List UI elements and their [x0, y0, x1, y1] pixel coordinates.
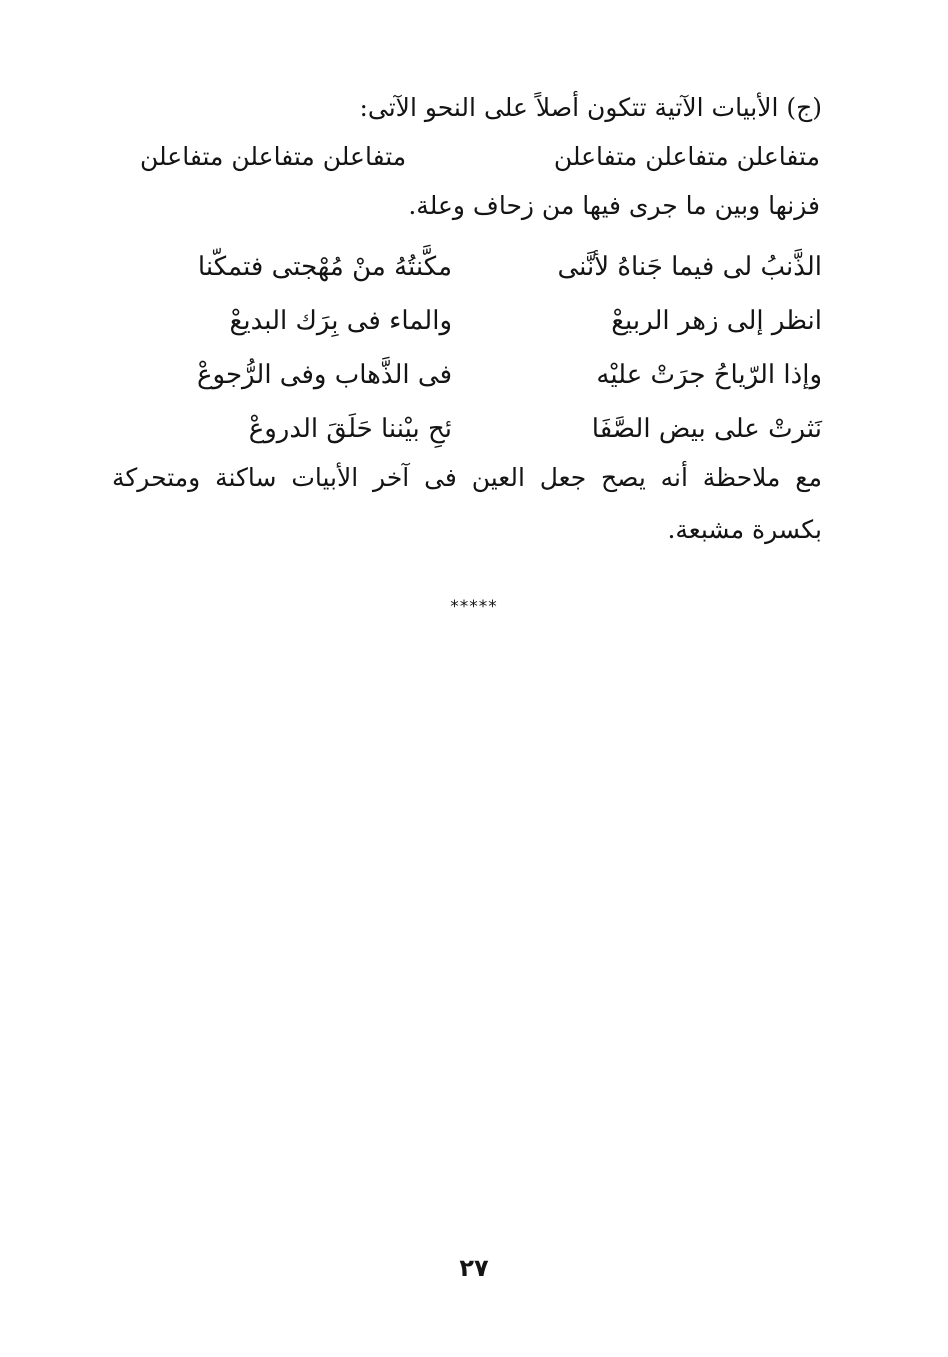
verse-second-hemistich: مكَّنتُهُ منْ مُهْجتى فتمكّنا: [197, 252, 452, 282]
meter-first-half: متفاعلن متفاعلن متفاعلن: [553, 142, 820, 171]
footnote-remark: مع ملاحظة أنه يصح جعل العين فى آخر الأبيات ساكنة ومتحركة بكسرة مشبعة.: [112, 463, 822, 544]
page-number: ٢٧: [459, 1254, 489, 1282]
meter-pattern: [140, 137, 820, 177]
verse-first-hemistich: وإذا الرّياحُ جرَتْ عليْه: [596, 360, 822, 390]
verse-line: [132, 402, 822, 456]
exercise-heading: (ج) الأبيات الآتية تتكون أصلاً على النحو الآتى:: [359, 93, 822, 122]
verse-list: [132, 240, 822, 456]
exercise-instruction: فزنها وبين ما جرى فيها من زحاف وعلة.: [408, 191, 820, 220]
verse-first-hemistich: نَثرتْ على بيض الصَّفَا: [591, 414, 822, 444]
section-separator: *****: [450, 597, 498, 617]
verse-second-hemistich: فى الذَّهاب وفى الرُّجوعْ: [197, 360, 452, 390]
verse-second-hemistich: ئحِ بيْننا حَلَقَ الدروعْ: [248, 414, 452, 444]
verse-second-hemistich: والماء فى بِرَك البديعْ: [229, 306, 452, 336]
meter-second-half: متفاعلن متفاعلن متفاعلن: [140, 142, 407, 171]
verse-first-hemistich: انظر إلى زهر الربيعْ: [611, 306, 822, 336]
verse-line: [132, 294, 822, 348]
verse-line: [132, 348, 822, 402]
verse-line: [132, 240, 822, 294]
verse-first-hemistich: الذَّنبُ لى فيما جَناهُ لأنَّنى: [557, 252, 822, 282]
